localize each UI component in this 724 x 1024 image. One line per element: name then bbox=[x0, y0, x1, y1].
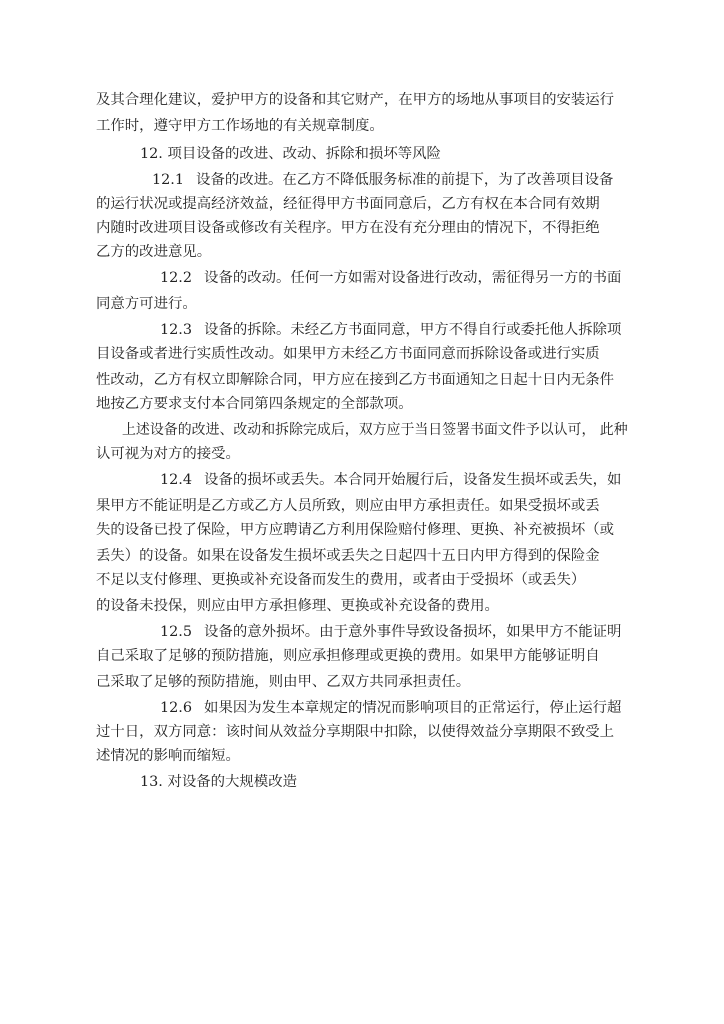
clause-12-2-line-2: 同意方可进行。 bbox=[96, 296, 197, 312]
clause-12-5-line-3: 己采取了足够的预防措施，则由甲、乙双方共同承担责任。 bbox=[96, 674, 471, 690]
clause-number: 12.1 bbox=[152, 172, 185, 188]
note-line-2: 认可视为对方的接受。 bbox=[96, 446, 240, 462]
clause-text: 设备的损坏或丢失。本合同开始履行后，设备发生损坏或丢失，如 bbox=[204, 472, 622, 488]
clause-12-4-line-5: 不足以支付修理、更换或补充设备而发生的费用，或者由于受损坏（或丢失） bbox=[96, 572, 586, 588]
clause-12-1-line-2: 的运行状况或提高经济效益，经征得甲方书面同意后，乙方有权在本合同有效期 bbox=[96, 196, 600, 212]
section-12-heading: 12. 项目设备的改进、改动、拆除和损坏等风险 bbox=[140, 146, 441, 162]
clause-12-3-line-3: 性改动，乙方有权立即解除合同，甲方应在接到乙方书面通知之日起十日内无条件 bbox=[96, 372, 615, 388]
clause-12-1-line-3: 内随时改进项目设备或修改有关程序。甲方在没有充分理由的情况下，不得拒绝 bbox=[96, 220, 600, 236]
clause-12-2-line-1 bbox=[160, 268, 621, 288]
clause-12-4-line-2: 果甲方不能证明是乙方或乙方人员所致，则应由甲方承担责任。如果受损坏或丢 bbox=[96, 498, 600, 514]
clause-text: 设备的改进。在乙方不降低服务标准的前提下，为了改善项目设备 bbox=[196, 172, 614, 188]
clause-12-4-line-4: 丢失）的设备。如果在设备发生损坏或丢失之日起四十五日内甲方得到的保险金 bbox=[96, 548, 600, 564]
clause-12-4-line-1 bbox=[160, 470, 621, 490]
clause-number: 12.5 bbox=[160, 624, 193, 640]
clause-text: 设备的意外损坏。由于意外事件导致设备损坏，如果甲方不能证明 bbox=[204, 624, 622, 640]
clause-12-3-line-2: 目设备或者进行实质性改动。如果甲方未经乙方书面同意而拆除设备或进行实质 bbox=[96, 346, 600, 362]
intro-line-1: 及其合理化建议，爱护甲方的设备和其它财产，在甲方的场地从事项目的安装运行 bbox=[96, 92, 615, 108]
clause-number: 12.3 bbox=[160, 322, 193, 338]
clause-12-1-line-4: 乙方的改进意见。 bbox=[96, 244, 212, 260]
clause-text: 设备的拆除。未经乙方书面同意，甲方不得自行或委托他人拆除项 bbox=[204, 322, 622, 338]
clause-12-4-line-6: 的设备未投保，则应由甲方承担修理、更换或补充设备的费用。 bbox=[96, 598, 499, 614]
clause-12-5-line-2: 自己采取了足够的预防措施，则应承担修理或更换的费用。如果甲方能够证明自 bbox=[96, 648, 600, 664]
clause-text: 如果因为发生本章规定的情况而影响项目的正常运行，停止运行超 bbox=[204, 700, 622, 716]
clause-12-6-line-1 bbox=[160, 698, 621, 718]
clause-12-6-line-3: 述情况的影响而缩短。 bbox=[96, 748, 240, 764]
clause-12-4-line-3: 失的设备已投了保险，甲方应聘请乙方利用保险赔付修理、更换、补充被损坏（或 bbox=[96, 522, 615, 538]
clause-12-3-line-4: 地按乙方要求支付本合同第四条规定的全部款项。 bbox=[96, 396, 413, 412]
clause-12-1-line-1 bbox=[152, 170, 613, 190]
section-13-heading: 13. 对设备的大规模改造 bbox=[140, 774, 297, 790]
clause-12-6-line-2: 过十日，双方同意：该时间从效益分享期限中扣除，以使得效益分享期限不致受上 bbox=[96, 724, 615, 740]
intro-line-2: 工作时，遵守甲方工作场地的有关规章制度。 bbox=[96, 118, 384, 134]
clause-number: 12.2 bbox=[160, 270, 193, 286]
clause-12-5-line-1 bbox=[160, 622, 621, 642]
clause-number: 12.6 bbox=[160, 700, 193, 716]
clause-number: 12.4 bbox=[160, 472, 193, 488]
clause-12-3-line-1 bbox=[160, 320, 621, 340]
clause-text: 设备的改动。任何一方如需对设备进行改动，需征得另一方的书面 bbox=[204, 270, 622, 286]
note-line-1: 上述设备的改进、改动和拆除完成后，双方应于当日签署书面文件予以认可， 此种 bbox=[122, 422, 628, 438]
